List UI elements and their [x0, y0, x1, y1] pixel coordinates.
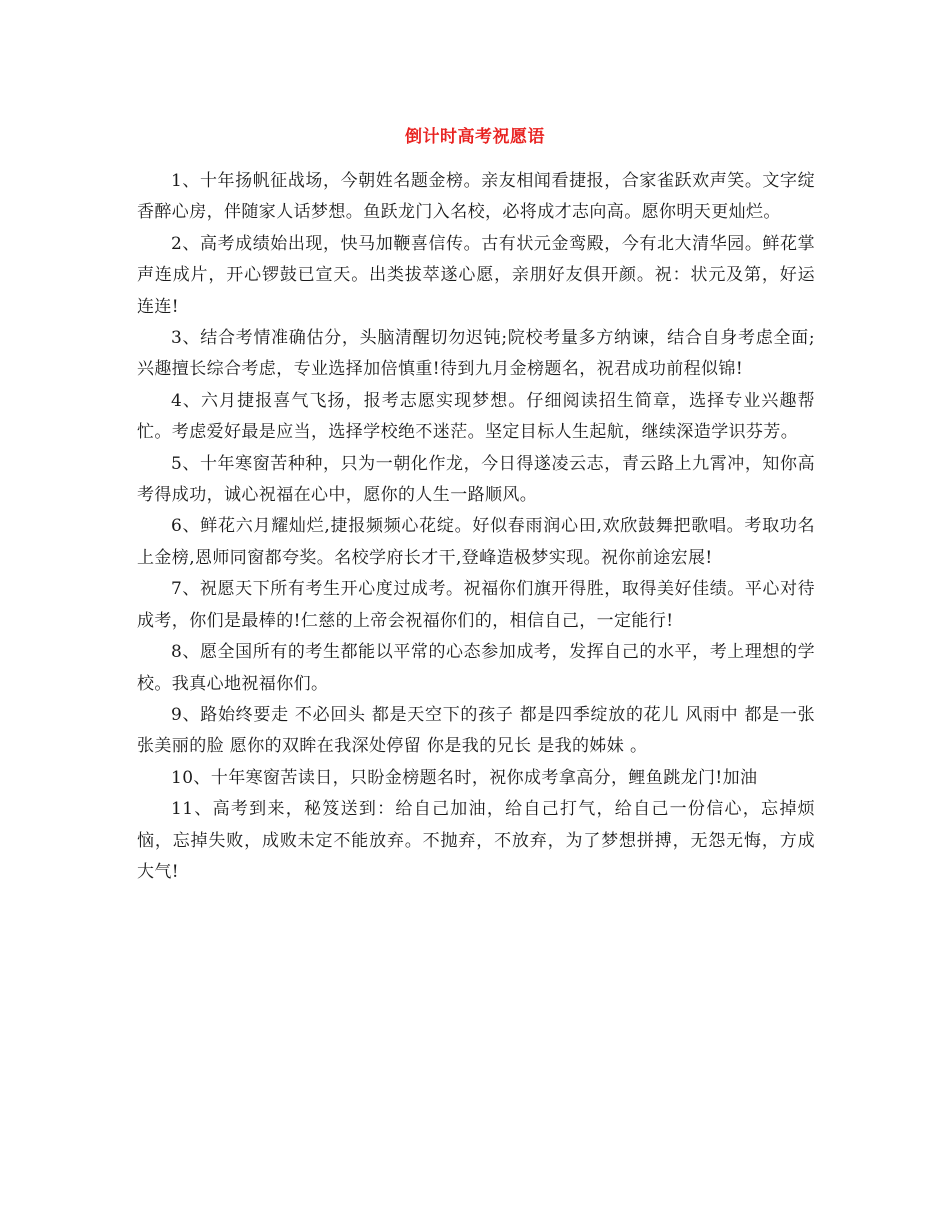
document-title: 倒计时高考祝愿语 — [405, 127, 545, 147]
paragraph-3: 3、结合考情准确估分，头脑清醒切勿迟钝;院校考量多方纳谏，结合自身考虑全面;兴趣擅长综合考虑，专业选择加倍慎重!待到九月金榜题名，祝君成功前程似锦! — [137, 328, 815, 380]
paragraph-7: 7、祝愿天下所有考生开心度过成考。祝福你们旗开得胜，取得美好佳绩。平心对待成考，你们是最棒的!仁慈的上帝会祝福你们的，相信自己，一定能行! — [137, 579, 815, 631]
paragraph-10: 10、十年寒窗苦读日，只盼金榜题名时，祝你成考拿高分，鲤鱼跳龙门!加油 — [171, 767, 758, 788]
paragraph-1: 1、十年扬帆征战场，今朝姓名题金榜。亲友相闻看捷报，合家雀跃欢声笑。文字绽香醉心房，伴随家人话梦想。鱼跃龙门入名校，必将成才志向高。愿你明天更灿烂。 — [137, 171, 815, 223]
paragraph-6: 6、鲜花六月耀灿烂,捷报频频心花绽。好似春雨润心田,欢欣鼓舞把歌唱。考取功名上金榜,恩师同窗都夸奖。名校学府长才干,登峰造极梦实现。祝你前途宏展! — [137, 516, 815, 568]
paragraph-11: 11、高考到来，秘笈送到：给自己加油，给自己打气，给自己一份信心，忘掉烦恼，忘掉失败，成败未定不能放弃。不抛弃，不放弃，为了梦想拼搏，无怨无悔，方成大气! — [137, 799, 815, 882]
paragraph-9: 9、路始终要走 不必回头 都是天空下的孩子 都是四季绽放的花儿 风雨中 都是一张张美丽的脸 愿你的双眸在我深处停留 你是我的兄长 是我的姊妹 。 — [137, 704, 815, 757]
paragraph-8: 8、愿全国所有的考生都能以平常的心态参加成考，发挥自己的水平，考上理想的学校。我真心地祝福你们。 — [137, 642, 815, 694]
paragraph-4: 4、六月捷报喜气飞扬，报考志愿实现梦想。仔细阅读招生简章，选择专业兴趣帮忙。考虑爱好最是应当，选择学校绝不迷茫。坚定目标人生起航，继续深造学识芬芳。 — [137, 390, 815, 443]
document-body — [137, 166, 815, 888]
paragraph-5: 5、十年寒窗苦种种，只为一朝化作龙，今日得遂凌云志，青云路上九霄冲，知你高考得成功，诚心祝福在心中，愿你的人生一路顺风。 — [137, 453, 815, 506]
paragraph-2: 2、高考成绩始出现，快马加鞭喜信传。古有状元金鸾殿，今有北大清华园。鲜花掌声连成片，开心锣鼓已宣天。出类拔萃遂心愿，亲朋好友俱开颜。祝：状元及第，好运连连! — [137, 233, 815, 317]
